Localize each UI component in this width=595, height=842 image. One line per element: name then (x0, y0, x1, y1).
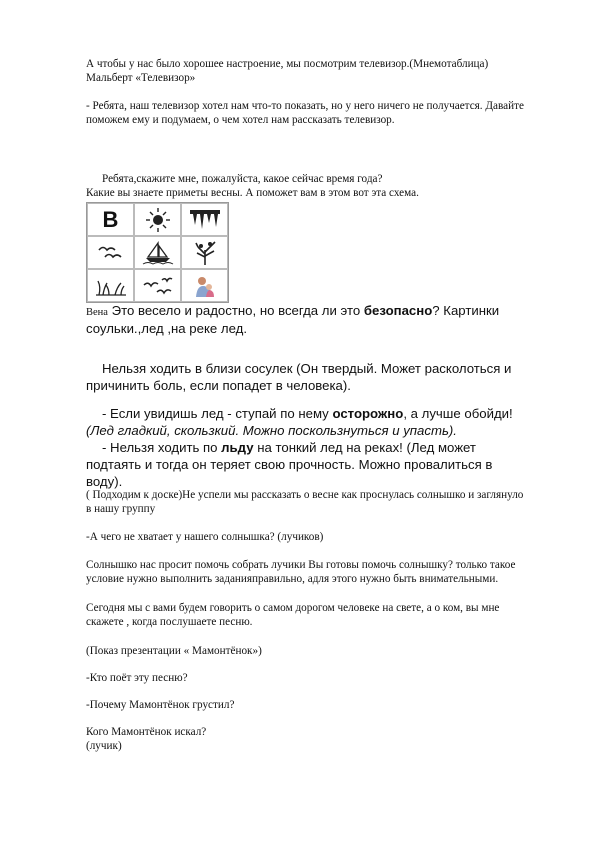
safety-text-1: Это весело и радостно, но всегда ли это (107, 303, 364, 318)
tv-easel-line: Мальберт «Телевизор» (86, 72, 196, 84)
paragraph-thin-ice (86, 439, 526, 490)
ice-careful-bold: осторожно (332, 406, 404, 421)
paragraph-why-sad: -Почему Мамонтёнок грустил? (86, 699, 235, 711)
paragraph-tv-intro (86, 57, 526, 85)
season-question-line: Ребята,скажите мне, пожалуйста, какое сейчас время года? (102, 173, 383, 185)
boat-icon (140, 240, 176, 266)
paragraph-dear-person: Сегодня мы с вами будем говорить о самом дорогом человеке на свете, а о ком, вы мне скажете , когда послушаете песню. (86, 602, 500, 628)
safety-text-2: ? Картинки соульки.,лед ,на реке лед. (86, 303, 500, 336)
ice-careful-italic: (Лед гладкий, скользкий. Можно поскользнуться и упасть). (86, 423, 457, 438)
paragraph-safety-question (86, 302, 526, 337)
mnemo-icicles-cell (181, 203, 228, 236)
paragraph-sun-woke: ( Подходим к доске)Не успели мы рассказать о весне как проснулась солнышко и заглянуло в нашу группу (86, 489, 524, 515)
who-searched-line: Кого Мамонтёнок искал? (86, 726, 207, 738)
paragraph-tv-help: - Ребята, наш телевизор хотел нам что-то показать, но у него ничего не получается. Давайте поможем ему и подумаем, о чем хотел нам рассказать телевизор. (86, 100, 524, 126)
thin-ice-text-2: на тонкий лед на реках! (Лед может подтаять и тогда он теряет свою прочность. Можно провалиться в воду). (86, 440, 493, 489)
paragraph-collect-rays: Солнышко нас просит помочь собрать лучики Вы готовы помочь солнышку? только такое условие нужно выполнить заданияправильно, адля этого нужно быть внимательными. (86, 559, 516, 585)
paragraph-who-sings: -Кто поёт эту песню? (86, 672, 188, 684)
paragraph-presentation: (Показ презентации « Мамонтёнок») (86, 645, 262, 657)
mnemo-boat-cell (134, 236, 181, 269)
thin-ice-bold: льду (221, 440, 254, 455)
sun-icon (140, 207, 176, 233)
mnemo-letter-cell (87, 203, 134, 236)
paragraph-season-question (86, 172, 526, 200)
mnemonic-table (86, 202, 229, 303)
mnemo-clouds-cell (87, 236, 134, 269)
thin-ice-text-1: - Нельзя ходить по (102, 440, 222, 455)
grass-icon (93, 273, 129, 299)
clouds-icon (93, 240, 129, 266)
mnemo-birds-cell (134, 269, 181, 302)
ice-careful-text-1: - Если увидишь лед - ступай по нему (102, 406, 333, 421)
paragraph-sun-rays-question: -А чего не хватает у нашего солнышка? (лучиков) (86, 531, 324, 543)
paragraph-who-searched (86, 725, 526, 753)
ice-careful-text-2: , а лучше обойди! (403, 406, 513, 421)
mnemo-letter: В (102, 206, 119, 232)
safety-bold-word: безопасно (363, 303, 433, 318)
tree-icon (187, 240, 223, 266)
mnemo-mother-cell (181, 269, 228, 302)
icicles-icon (187, 207, 223, 233)
mnemo-grass-cell (87, 269, 134, 302)
birds-icon (140, 273, 176, 299)
mnemo-sun-cell (134, 203, 181, 236)
spring-signs-line: Какие вы знаете приметы весны. А поможет вам в этом вот эта схема. (86, 187, 419, 199)
paragraph-icicles-warning: Нельзя ходить в близи сосулек (Он твердый. Может расколоться и причинить боль, если попадет в человека). (86, 361, 512, 393)
mother-child-icon (187, 273, 223, 299)
caption-word: Вена (86, 307, 108, 318)
ray-answer-line: (лучик) (86, 740, 122, 752)
mnemo-tree-cell (181, 236, 228, 269)
paragraph-ice-careful (86, 405, 526, 439)
tv-intro-line: А чтобы у нас было хорошее настроение, мы посмотрим телевизор.(Мнемотаблица) (86, 58, 489, 70)
